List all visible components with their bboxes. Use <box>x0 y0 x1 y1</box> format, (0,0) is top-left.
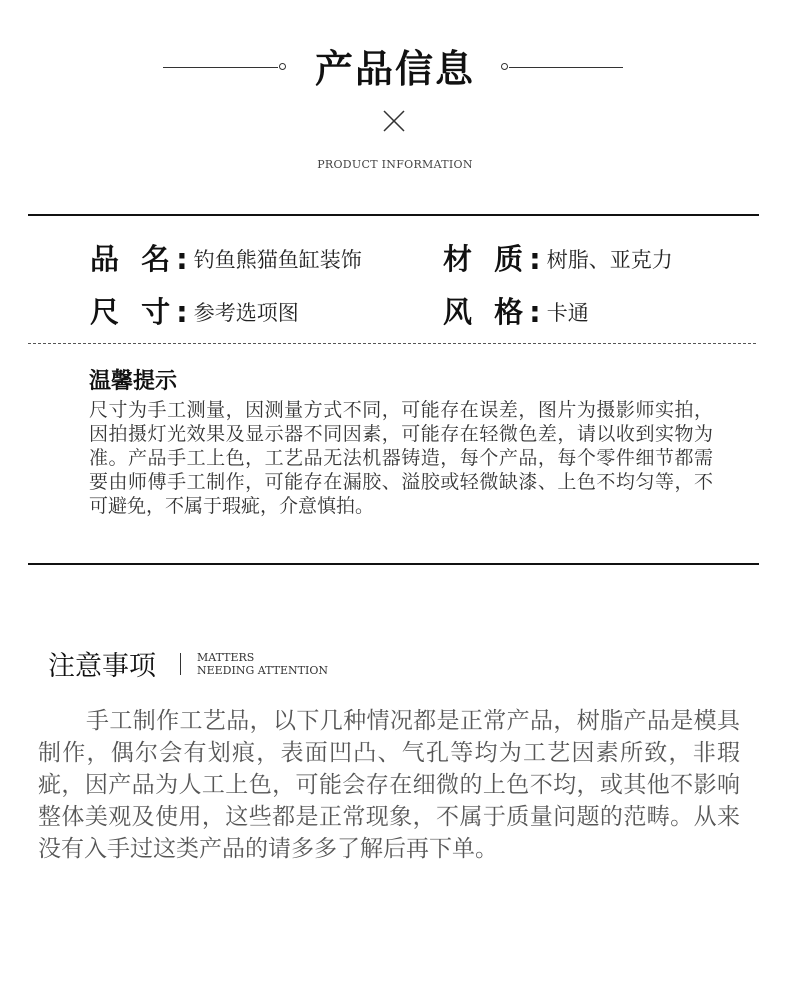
spec-size-value: 参考选项图 <box>193 301 299 325</box>
spec-style-value: 卡通 <box>546 301 589 325</box>
bottom-divider <box>28 563 759 565</box>
tips-heading: 温馨提示 <box>89 369 178 394</box>
title-decoration-dot-right <box>501 63 508 70</box>
notes-heading: 注意事项 <box>48 651 156 682</box>
title-row <box>0 44 790 94</box>
spec-style-colon: : <box>529 295 541 329</box>
spec-material-value: 树脂、亚克力 <box>546 248 673 272</box>
page-title: 产品信息 <box>314 47 475 91</box>
spec-style-label: 风 格 <box>443 295 530 329</box>
spec-material <box>443 237 673 278</box>
tips-body: 尺寸为手工测量，因测量方式不同，可能存在误差，图片为摄影师实拍，因拍摄灯光效果及显示器不同因素，可能存在轻微色差，请以收到实物为准。产品手工上色，工艺品无法机器铸造，每个产品，每个零件细节都需要由师傅手工制作，可能存在漏胶、溢胶或轻微缺漆、上色不均匀等，不可避免，不属于瑕疵，介意慎拍。 <box>89 399 713 517</box>
spec-name <box>90 237 362 278</box>
notes-body: 手工制作工艺品，以下几种情况都是正常产品，树脂产品是模具制作，偶尔会有划痕，表面凹凸、气孔等均为工艺因素所致，非瑕疵，因产品为人工上色，可能会存在细微的上色不均，或其他不影响整体美观及使用，这些都是正常现象，不属于质量问题的范畴。从来没有入手过这类产品的请多多了解后再下单。 <box>38 708 740 862</box>
top-divider <box>28 214 759 216</box>
spec-material-colon: : <box>529 242 541 276</box>
page-subtitle: PRODUCT INFORMATION <box>317 158 473 171</box>
spec-name-value: 钓鱼熊猫鱼缸装饰 <box>193 248 362 272</box>
notes-english-line-2: NEEDING ATTENTION <box>197 664 328 677</box>
notes-heading-separator <box>180 653 181 675</box>
notes-english-line-1: MATTERS <box>197 651 255 664</box>
spec-style <box>443 290 589 331</box>
spec-size <box>90 290 299 331</box>
spec-size-colon: : <box>176 295 188 329</box>
dashed-divider <box>28 343 756 344</box>
cross-icon <box>383 110 405 132</box>
spec-size-label: 尺 寸 <box>90 295 177 329</box>
title-decoration-line-right <box>509 67 623 68</box>
spec-name-colon: : <box>176 242 188 276</box>
spec-name-label: 品 名 <box>90 242 177 276</box>
spec-material-label: 材 质 <box>443 242 530 276</box>
notes-english-heading <box>197 651 328 677</box>
